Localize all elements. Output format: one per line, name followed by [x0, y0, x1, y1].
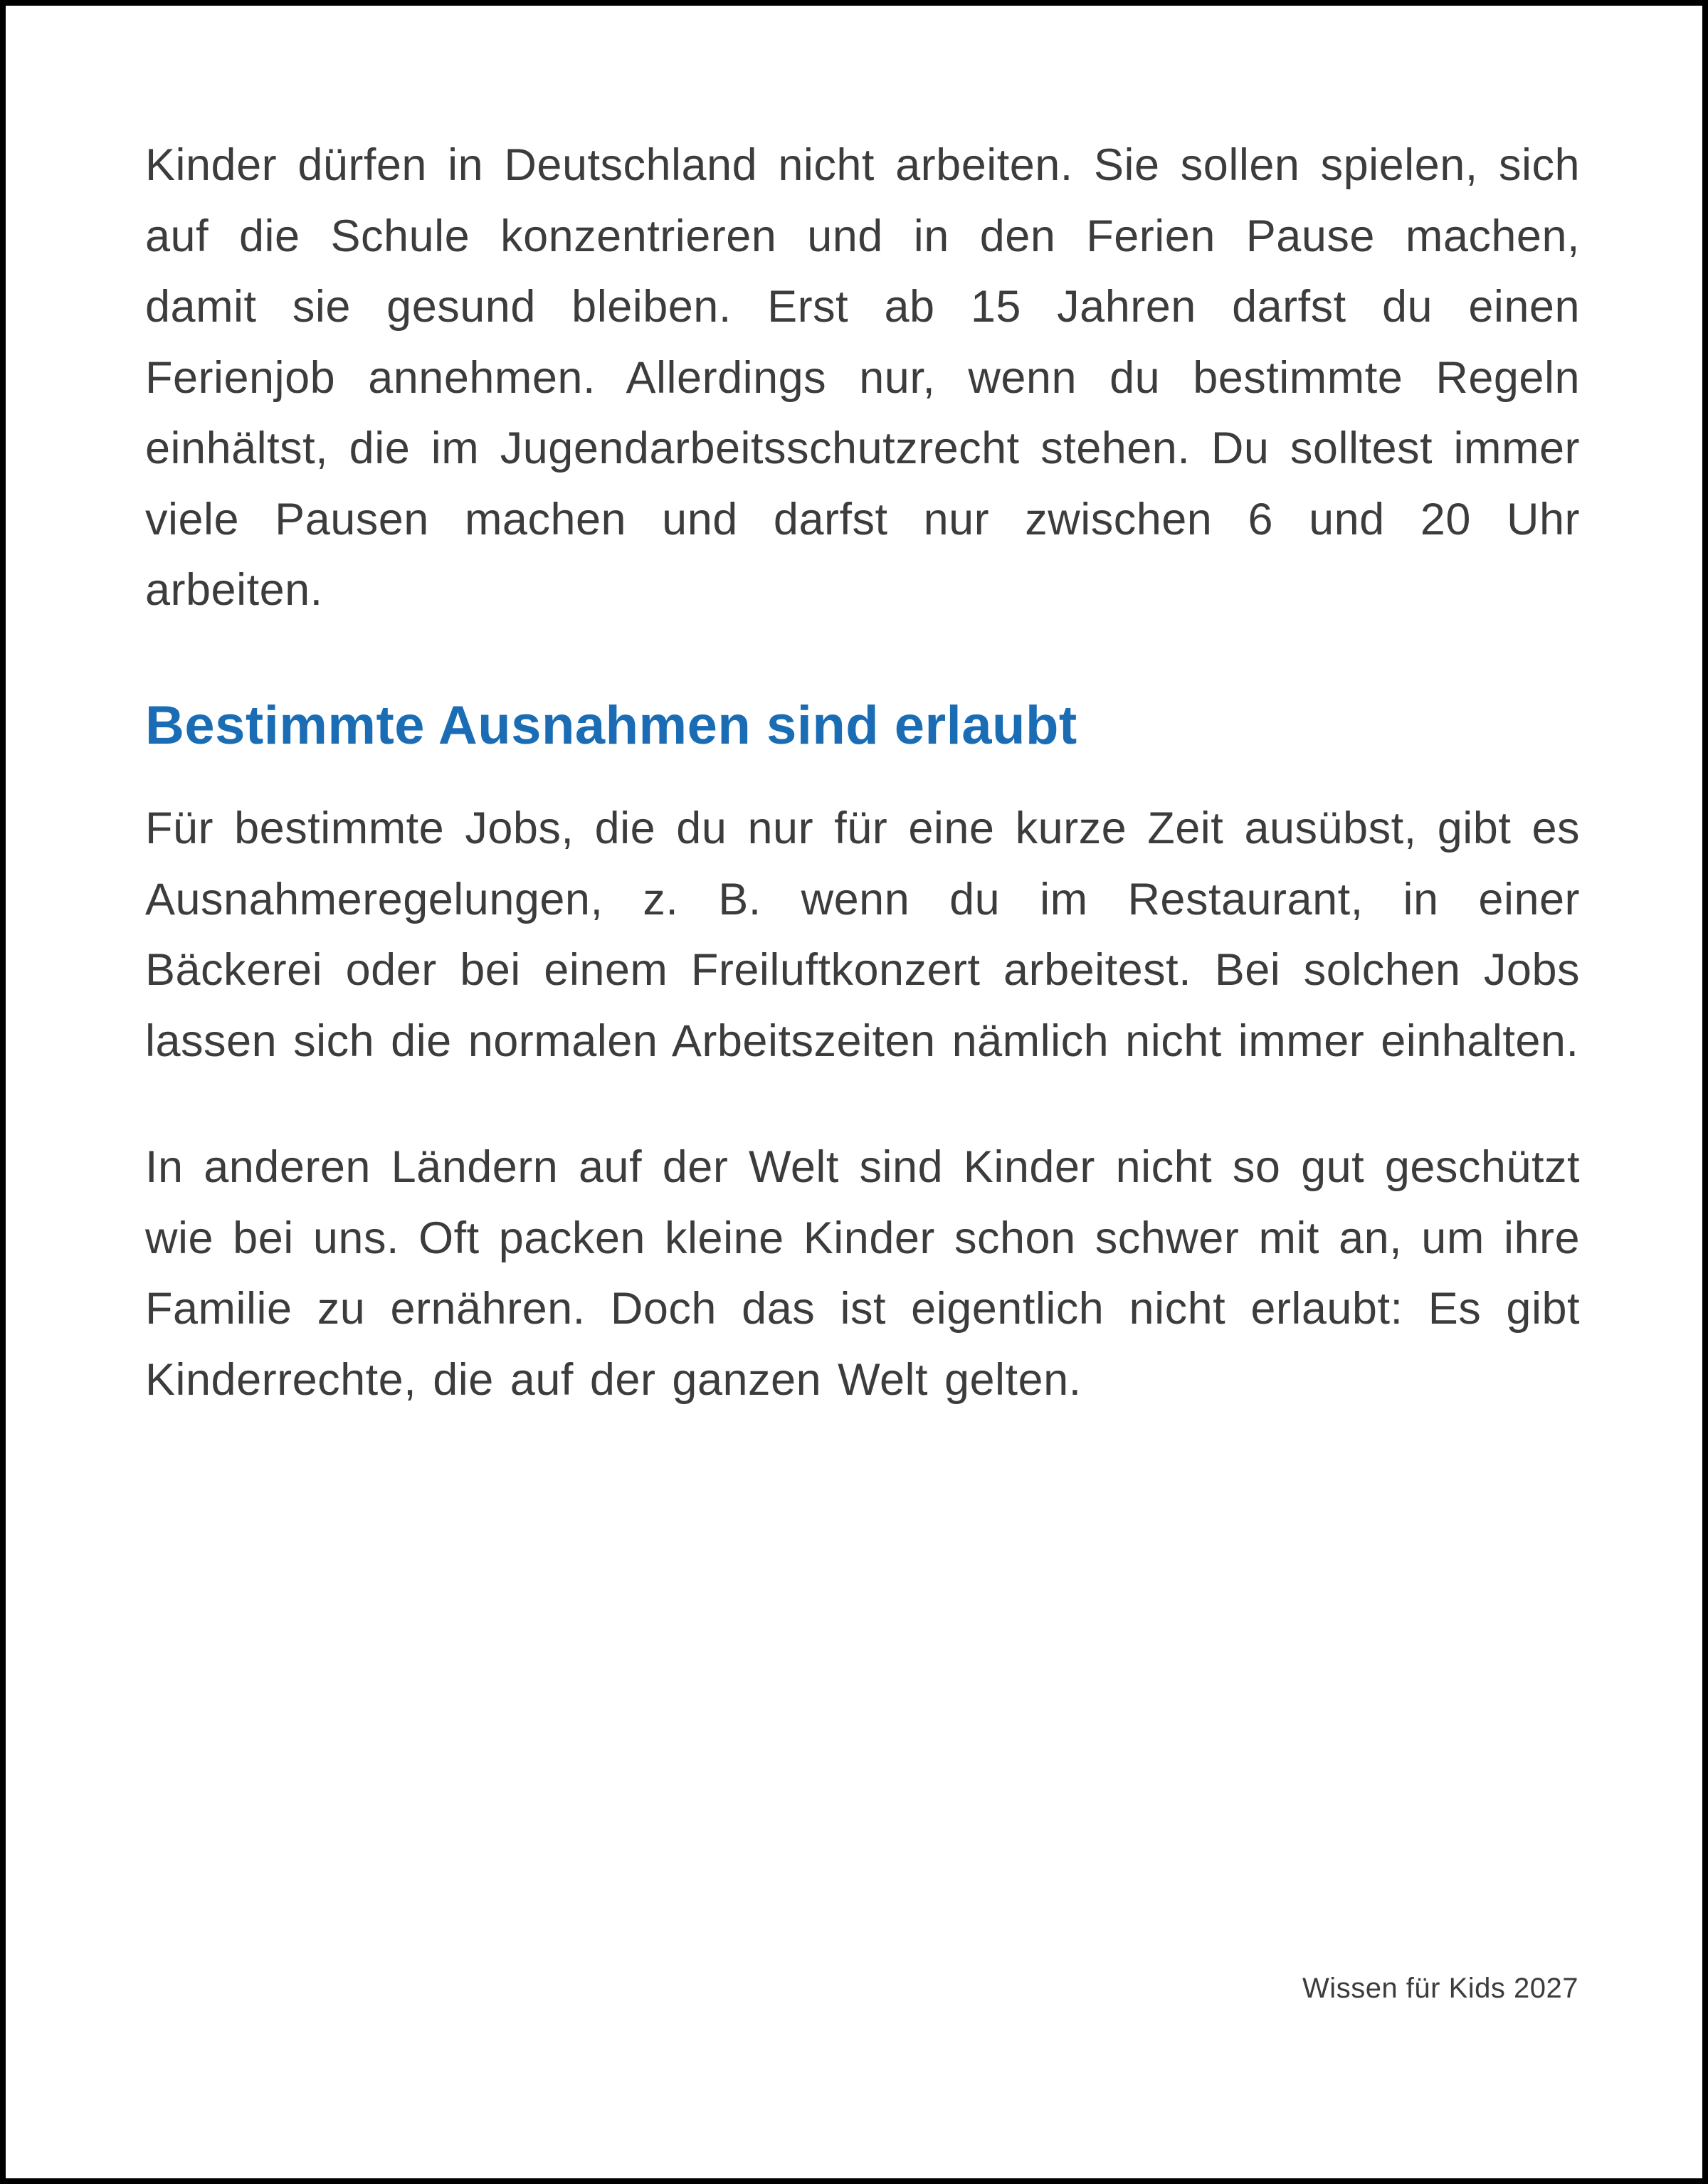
child-rights-paragraph: In anderen Ländern auf der Welt sind Kinder nicht so gut geschützt wie bei uns. Oft packen kleine Kinder schon schwer mit an, um ihre Familie zu ernähren. Doch das ist eigentlich nicht erlaubt: Es gibt Kinderrechte, die auf der ganzen Welt gelten. — [145, 1142, 1580, 1405]
section-heading: Bestimmte Ausnahmen sind erlaubt — [145, 695, 1077, 756]
exceptions-paragraph: Für bestimmte Jobs, die du nur für eine kurze Zeit ausübst, gibt es Ausnahmeregelungen, z. B. wenn du im Restaurant, in einer Bäckerei oder bei einem Freiluftkonzert arbeitest. Bei solchen Jobs lassen sich die normalen Arbeitszeiten nämlich nicht immer einhalten. — [145, 803, 1580, 1066]
footer-credit: Wissen für Kids 2027 — [1302, 1973, 1578, 2004]
intro-paragraph: Kinder dürfen in Deutschland nicht arbeiten. Sie sollen spielen, sich auf die Schule konzentrieren und in den Ferien Pause machen, damit sie gesund bleiben. Erst ab 15 Jahren darfst du einen Ferienjob annehmen. Allerdings nur, wenn du bestimmte Regeln einhältst, die im Jugendarbeitsschutzrecht stehen. Du solltest immer viele Pausen machen und darfst nur zwischen 6 und 20 Uhr arbeiten. — [145, 140, 1580, 616]
article — [6, 6, 1702, 1415]
